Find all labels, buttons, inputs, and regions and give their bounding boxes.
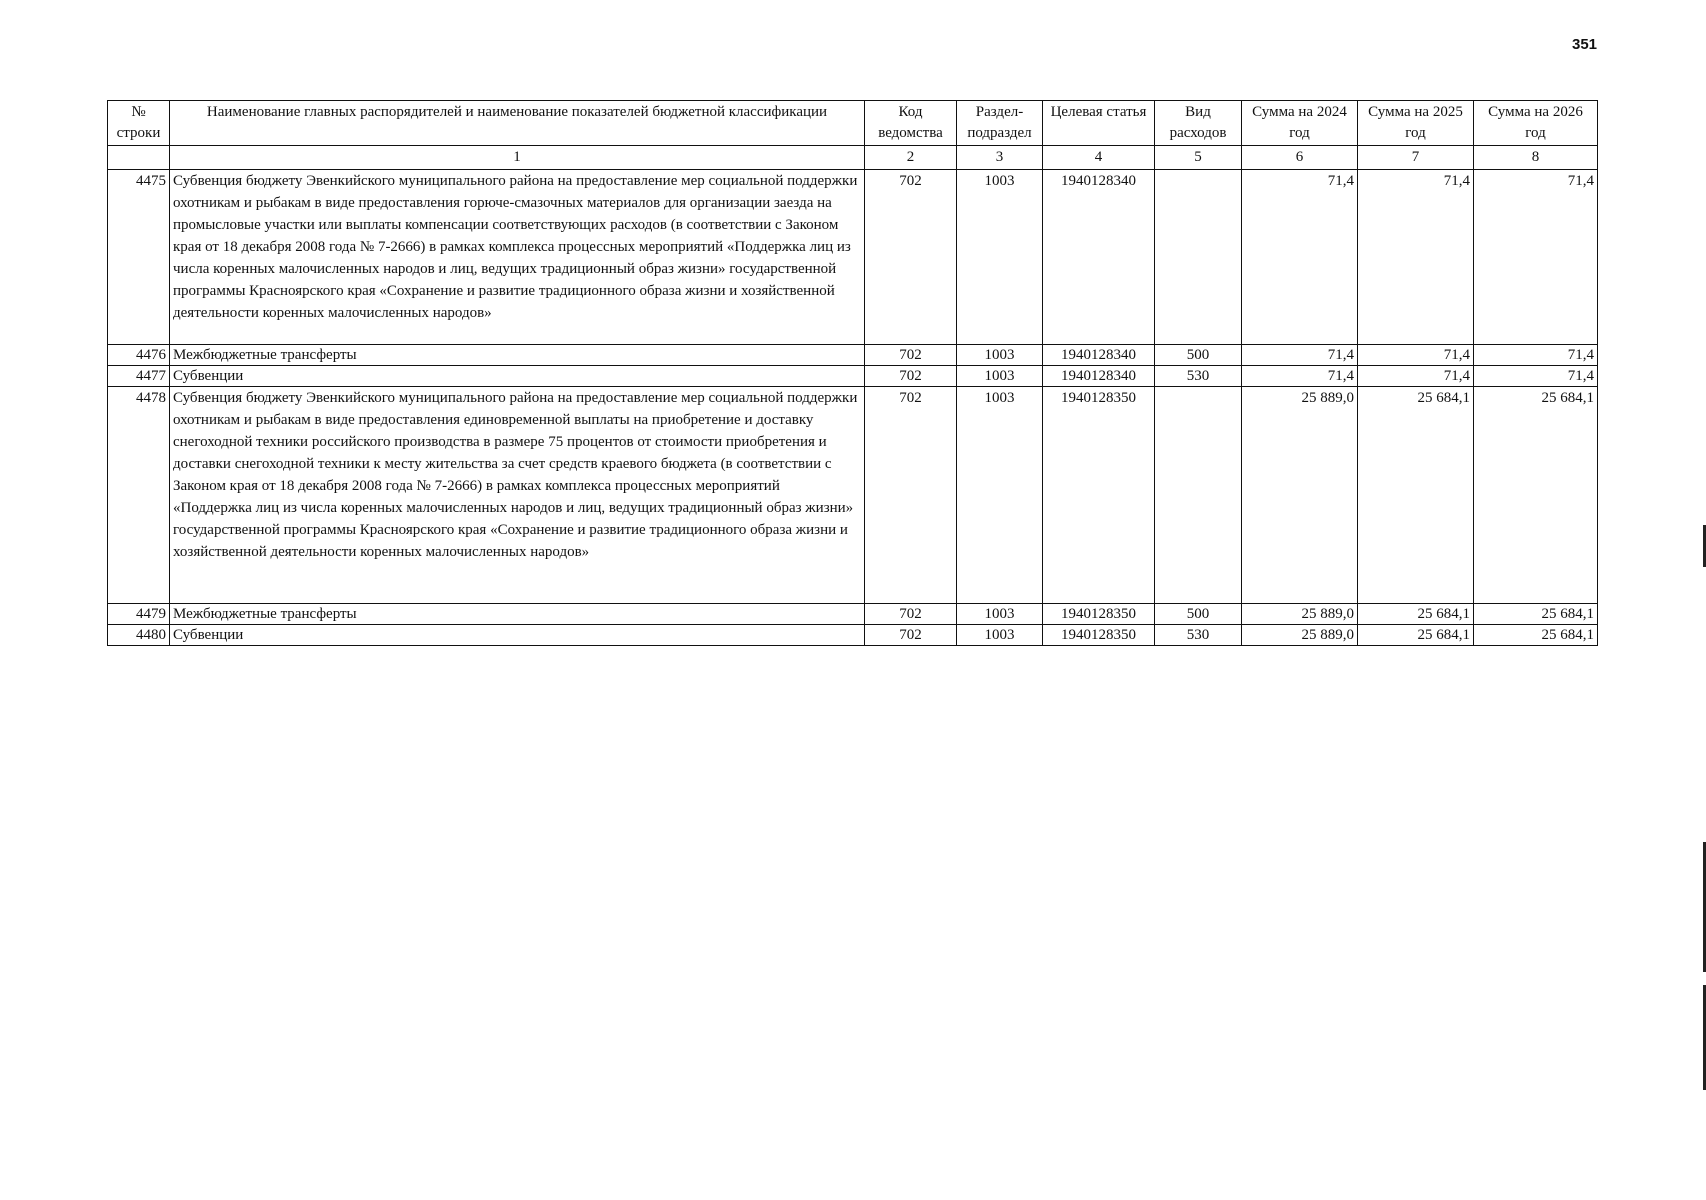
header-target: Целевая статья bbox=[1043, 101, 1155, 146]
column-number: 2 bbox=[865, 146, 957, 170]
sum-2025: 71,4 bbox=[1358, 170, 1474, 345]
sum-2024: 25 889,0 bbox=[1242, 625, 1358, 646]
sum-2024: 25 889,0 bbox=[1242, 387, 1358, 604]
table-row bbox=[108, 625, 1598, 646]
row-name: Субвенция бюджету Эвенкийского муниципального района на предоставление мер социальной поддержки охотникам и рыбакам в виде предоставления единовременной выплаты на приобретение и доставку снегоходной техники российского производства в размере 75 процентов от стоимости приобретения и доставки снегоходной техники к месту жительства за счет средств краевого бюджета (в соответствии с Законом края от 18 декабря 2008 года № 7-2666) в рамках комплекса процессных мероприятий «Поддержка лиц из числа коренных малочисленных народов и лиц, ведущих традиционный образ жизни» государственной программы Красноярского края «Сохранение и развитие традиционного образа жизни и хозяйственной деятельности коренных малочисленных народов» bbox=[170, 387, 865, 604]
sum-2024: 71,4 bbox=[1242, 345, 1358, 366]
target-code: 1940128340 bbox=[1043, 345, 1155, 366]
expense-type: 500 bbox=[1155, 345, 1242, 366]
header-sum-2026: Сумма на 2026 год bbox=[1474, 101, 1598, 146]
column-number bbox=[108, 146, 170, 170]
sum-2024: 71,4 bbox=[1242, 170, 1358, 345]
expense-type: 530 bbox=[1155, 366, 1242, 387]
row-name: Субвенции bbox=[170, 366, 865, 387]
sum-2024: 25 889,0 bbox=[1242, 604, 1358, 625]
sum-2026: 25 684,1 bbox=[1474, 625, 1598, 646]
column-number: 5 bbox=[1155, 146, 1242, 170]
budget-table bbox=[107, 100, 1598, 646]
column-number: 6 bbox=[1242, 146, 1358, 170]
column-number: 7 bbox=[1358, 146, 1474, 170]
dept-code: 702 bbox=[865, 345, 957, 366]
target-code: 1940128340 bbox=[1043, 366, 1155, 387]
sum-2025: 25 684,1 bbox=[1358, 604, 1474, 625]
row-number: 4476 bbox=[108, 345, 170, 366]
column-number-row bbox=[108, 146, 1598, 170]
header-name: Наименование главных распорядителей и наименование показателей бюджетной классификации bbox=[170, 101, 865, 146]
column-number: 1 bbox=[170, 146, 865, 170]
target-code: 1940128340 bbox=[1043, 170, 1155, 345]
dept-code: 702 bbox=[865, 604, 957, 625]
section-code: 1003 bbox=[957, 345, 1043, 366]
table-row bbox=[108, 366, 1598, 387]
header-sum-2024: Сумма на 2024 год bbox=[1242, 101, 1358, 146]
row-name: Субвенция бюджету Эвенкийского муниципального района на предоставление мер социальной поддержки охотникам и рыбакам в виде предоставления горюче-смазочных материалов для организации заезда на промысловые участки или выплаты компенсации соответствующих расходов (в соответствии с Законом края от 18 декабря 2008 года № 7-2666) в рамках комплекса процессных мероприятий «Поддержка лиц из числа коренных малочисленных народов и лиц, ведущих традиционный образ жизни» государственной программы Красноярского края «Сохранение и развитие традиционного образа жизни и хозяйственной деятельности коренных малочисленных народов» bbox=[170, 170, 865, 345]
expense-type bbox=[1155, 170, 1242, 345]
sum-2026: 25 684,1 bbox=[1474, 604, 1598, 625]
target-code: 1940128350 bbox=[1043, 604, 1155, 625]
target-code: 1940128350 bbox=[1043, 387, 1155, 604]
sum-2026: 25 684,1 bbox=[1474, 387, 1598, 604]
expense-type: 530 bbox=[1155, 625, 1242, 646]
expense-type bbox=[1155, 387, 1242, 604]
section-code: 1003 bbox=[957, 170, 1043, 345]
row-number: 4480 bbox=[108, 625, 170, 646]
target-code: 1940128350 bbox=[1043, 625, 1155, 646]
section-code: 1003 bbox=[957, 625, 1043, 646]
table-row bbox=[108, 170, 1598, 345]
row-name: Субвенции bbox=[170, 625, 865, 646]
column-number: 3 bbox=[957, 146, 1043, 170]
header-sum-2025: Сумма на 2025 год bbox=[1358, 101, 1474, 146]
sum-2026: 71,4 bbox=[1474, 345, 1598, 366]
dept-code: 702 bbox=[865, 170, 957, 345]
section-code: 1003 bbox=[957, 366, 1043, 387]
dept-code: 702 bbox=[865, 387, 957, 604]
header-row bbox=[108, 101, 1598, 146]
table-row bbox=[108, 345, 1598, 366]
section-code: 1003 bbox=[957, 604, 1043, 625]
dept-code: 702 bbox=[865, 625, 957, 646]
dept-code: 702 bbox=[865, 366, 957, 387]
section-code: 1003 bbox=[957, 387, 1043, 604]
page-number: 351 bbox=[1572, 36, 1598, 53]
table-row bbox=[108, 387, 1598, 604]
header-row-no: № строки bbox=[108, 101, 170, 146]
row-number: 4477 bbox=[108, 366, 170, 387]
row-number: 4478 bbox=[108, 387, 170, 604]
sum-2025: 25 684,1 bbox=[1358, 387, 1474, 604]
column-number: 4 bbox=[1043, 146, 1155, 170]
expense-type: 500 bbox=[1155, 604, 1242, 625]
table-row bbox=[108, 604, 1598, 625]
sum-2025: 71,4 bbox=[1358, 366, 1474, 387]
sum-2025: 71,4 bbox=[1358, 345, 1474, 366]
sum-2024: 71,4 bbox=[1242, 366, 1358, 387]
column-number: 8 bbox=[1474, 146, 1598, 170]
row-name: Межбюджетные трансферты bbox=[170, 604, 865, 625]
row-name: Межбюджетные трансферты bbox=[170, 345, 865, 366]
header-expense-type: Вид расходов bbox=[1155, 101, 1242, 146]
header-section: Раздел-подраздел bbox=[957, 101, 1043, 146]
row-number: 4475 bbox=[108, 170, 170, 345]
sum-2026: 71,4 bbox=[1474, 170, 1598, 345]
sum-2026: 71,4 bbox=[1474, 366, 1598, 387]
header-dept-code: Код ведомства bbox=[865, 101, 957, 146]
row-number: 4479 bbox=[108, 604, 170, 625]
sum-2025: 25 684,1 bbox=[1358, 625, 1474, 646]
